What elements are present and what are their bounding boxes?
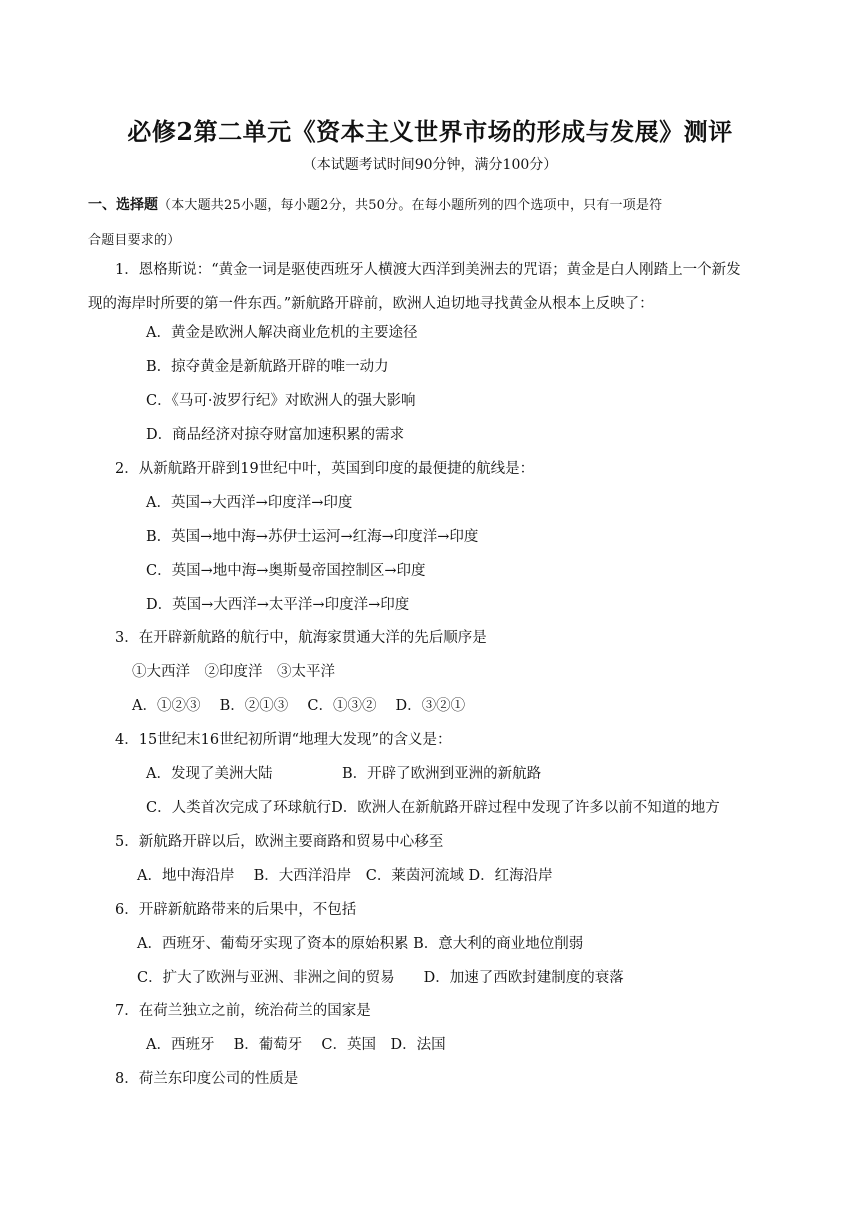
question-1-stem-line2: 现的海岸时所要的第一件东西。”新航路开辟前，欧洲人迫切地寻找黄金从根本上反映了： bbox=[88, 296, 654, 312]
question-4-option-a: A．发现了美洲大陆 bbox=[146, 766, 273, 782]
question-5-stem: 5．新航路开辟以后，欧洲主要商路和贸易中心移至 bbox=[115, 834, 444, 850]
section-description-line1: （本大题共25小题，每小题2分，共50分。在每小题所列的四个选项中，只有一项是符 bbox=[158, 198, 663, 213]
question-1-stem-line1: 1．恩格斯说：“黄金一词是驱使西班牙人横渡大西洋到美洲去的咒语；黄金是白人刚踏上一个新发 bbox=[115, 262, 741, 278]
question-2-stem: 2．从新航路开辟到19世纪中叶，英国到印度的最便捷的航线是： bbox=[115, 461, 535, 477]
question-1-option-a: A．黄金是欧洲人解决商业危机的主要途径 bbox=[146, 325, 418, 341]
question-4-options-cd: C．人类首次完成了环球航行D．欧洲人在新航路开辟过程中发现了许多以前不知道的地方 bbox=[146, 800, 720, 816]
question-3-items: ①大西洋 ②印度洋 ③太平洋 bbox=[132, 664, 335, 680]
question-3-options: A．①②③ B．②①③ C．①③② D．③②① bbox=[132, 698, 466, 714]
page-title: 必修2第二单元《资本主义世界市场的形成与发展》测评 bbox=[127, 117, 733, 146]
section-label: 一、选择题 bbox=[88, 197, 158, 213]
question-7-options: A．西班牙 B．葡萄牙 C．英国 D．法国 bbox=[146, 1037, 446, 1053]
question-1-option-d: D．商品经济对掠夺财富加速积累的需求 bbox=[146, 427, 405, 443]
question-2-option-b: B．英国→地中海→苏伊士运河→红海→印度洋→印度 bbox=[146, 529, 479, 545]
question-4-option-b: B．开辟了欧洲到亚洲的新航路 bbox=[342, 766, 542, 782]
question-1-stem-cont bbox=[88, 287, 788, 321]
question-6-options-ab: A．西班牙、葡萄牙实现了资本的原始积累 B．意大利的商业地位削弱 bbox=[137, 936, 584, 952]
question-2-option-c: C．英国→地中海→奥斯曼帝国控制区→印度 bbox=[146, 563, 426, 579]
question-1-option-b: B．掠夺黄金是新航路开辟的唯一动力 bbox=[146, 359, 389, 375]
question-6-options-cd: C．扩大了欧洲与亚洲、非洲之间的贸易 D．加速了西欧封建制度的衰落 bbox=[137, 970, 624, 986]
section-heading bbox=[88, 188, 788, 258]
question-3-stem: 3．在开辟新航路的航行中，航海家贯通大洋的先后顺序是 bbox=[115, 630, 487, 646]
question-7-stem: 7．在荷兰独立之前，统治荷兰的国家是 bbox=[115, 1003, 371, 1019]
question-8-stem: 8．荷兰东印度公司的性质是 bbox=[115, 1071, 299, 1087]
question-2-option-a: A．英国→大西洋→印度洋→印度 bbox=[146, 495, 353, 511]
question-6-stem: 6．开辟新航路带来的后果中，不包括 bbox=[115, 902, 357, 918]
question-4-stem: 4．15世纪末16世纪初所谓“地理大发现”的含义是： bbox=[115, 732, 452, 748]
question-1-stem bbox=[115, 253, 815, 287]
question-5-options: A．地中海沿岸 B．大西洋沿岸 C．莱茵河流域 D．红海沿岸 bbox=[137, 868, 553, 884]
question-1-option-c: C．《马可·波罗行纪》对欧洲人的强大影响 bbox=[146, 393, 416, 409]
section-description-line2: 合题目要求的） bbox=[88, 233, 181, 248]
question-2-option-d: D．英国→大西洋→太平洋→印度洋→印度 bbox=[146, 597, 410, 613]
page-subtitle: （本试题考试时间90分钟，满分100分） bbox=[302, 157, 558, 173]
